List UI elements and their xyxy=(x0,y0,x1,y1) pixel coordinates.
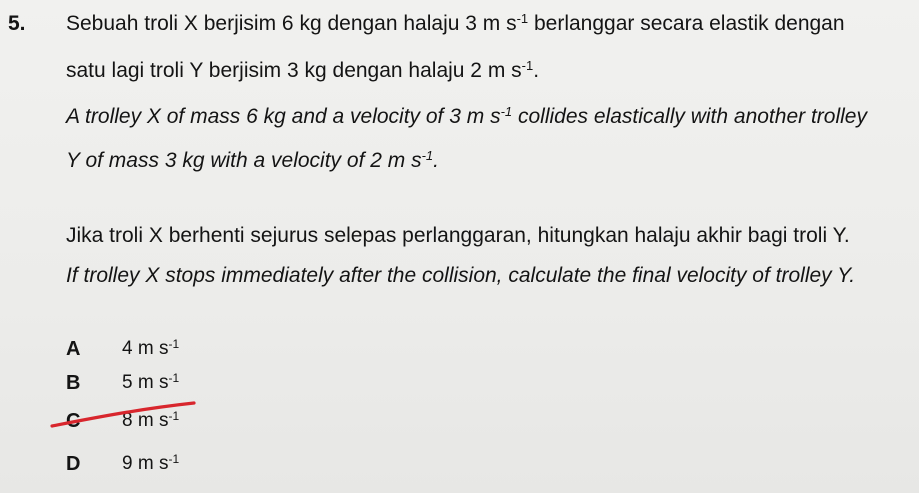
option-letter: C xyxy=(66,410,81,432)
exponent: -1 xyxy=(500,104,513,119)
question-malay-prompt: Jika troli X berhenti sejurus selepas perlanggaran, hitungkan halaju akhir bagi troli Y. xyxy=(66,224,850,247)
option-value: 8 m $s^{-1}$ xyxy=(122,409,180,431)
exponent: -1 xyxy=(521,58,534,73)
question-english-line-1: A trolley X of mass 6 kg and a velocity of 3 m $s^{-1}$ collides elastically with another trolley xyxy=(66,104,867,128)
question-number: 5. xyxy=(8,12,26,35)
option-value: 4 m $s^{-1}$ xyxy=(122,337,180,359)
question-malay-line-2: satu lagi troli Y berjisim 3 kg dengan halaju 2 m $s^{-1}$. xyxy=(66,58,540,82)
exponent: -1 xyxy=(421,148,434,163)
option-value: 9 m $s^{-1}$ xyxy=(122,452,180,474)
question-malay-line-1: Sebuah troli X berjisim 6 kg dengan halaju 3 m $s^{-1}$ berlanggar secara elastik dengan xyxy=(66,11,845,35)
question-english-prompt: If trolley X stops immediately after the collision, calculate the final velocity of trolley Y. xyxy=(66,264,856,287)
option-letter: D xyxy=(66,453,81,475)
exponent: -1 xyxy=(516,11,529,26)
question-english-line-2: Y of mass 3 kg with a velocity of 2 m $s^{-1}$. xyxy=(66,148,439,172)
option-value: 5 m $s^{-1}$ xyxy=(122,371,180,393)
option-letter: B xyxy=(66,372,81,394)
option-letter: A xyxy=(66,338,81,360)
